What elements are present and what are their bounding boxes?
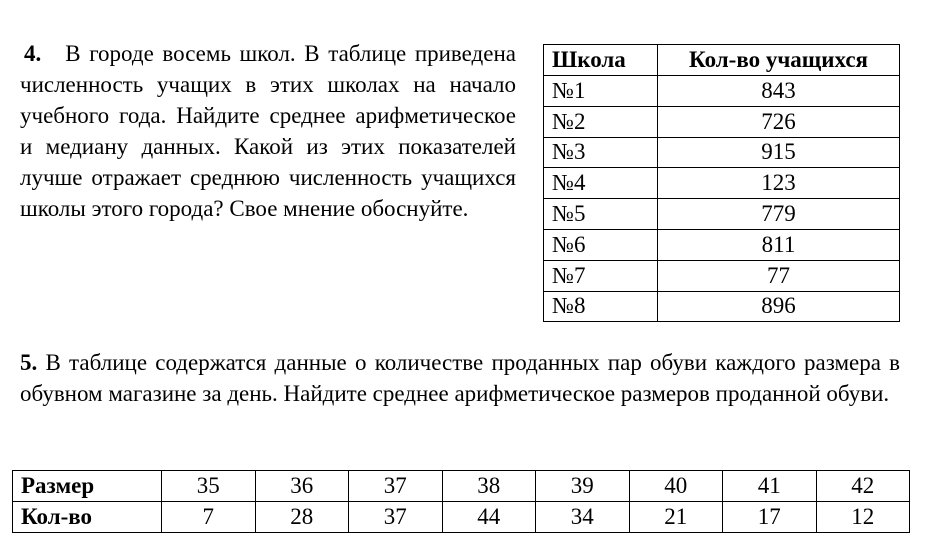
size-cell: 39 <box>536 471 630 502</box>
school-cell: №4 <box>544 168 658 199</box>
count-cell: 44 <box>442 502 536 533</box>
school-cell: №1 <box>544 76 658 107</box>
size-cell: 35 <box>162 471 256 502</box>
count-cell: 21 <box>629 502 723 533</box>
size-cell: 42 <box>816 471 910 502</box>
shoe-sizes-table <box>12 470 910 533</box>
table-row <box>544 106 900 137</box>
count-cell: 17 <box>723 502 817 533</box>
table-row <box>544 260 900 291</box>
table-row <box>544 168 900 199</box>
students-cell: 779 <box>658 199 900 230</box>
schools-table <box>543 44 900 322</box>
task-5-number: 5. <box>20 350 38 375</box>
task-4-number: 4. <box>24 41 42 66</box>
table-row <box>544 229 900 260</box>
students-cell: 123 <box>658 168 900 199</box>
school-cell: №6 <box>544 229 658 260</box>
table-row <box>544 199 900 230</box>
schools-table-header-students: Кол-во учащихся <box>658 45 900 76</box>
count-cell: 34 <box>536 502 630 533</box>
schools-table-header-row <box>544 45 900 76</box>
students-cell: 77 <box>658 260 900 291</box>
sizes-row-label: Размер <box>13 471 162 502</box>
table-row <box>544 76 900 107</box>
size-cell: 41 <box>723 471 817 502</box>
size-cell: 40 <box>629 471 723 502</box>
school-cell: №2 <box>544 106 658 137</box>
size-cell: 37 <box>349 471 443 502</box>
schools-table-header-school: Школа <box>544 45 658 76</box>
size-cell: 38 <box>442 471 536 502</box>
school-cell: №8 <box>544 291 658 322</box>
task-4-text-block <box>20 38 516 224</box>
table-row <box>544 291 900 322</box>
count-cell: 7 <box>162 502 256 533</box>
school-cell: №3 <box>544 137 658 168</box>
task-5-text-block <box>20 347 900 409</box>
sizes-row <box>13 471 910 502</box>
count-cell: 28 <box>255 502 349 533</box>
task-4-text: В городе восемь школ. В таблице приведена численность учащих в этих школах на начало учебного года. Найдите среднее арифметическое и медиану данных. Какой из этих показателей лучше отражает среднюю численность учащихся школы этого города? Свое мнение обоснуйте. <box>20 41 516 221</box>
task-5-text: В таблице содержатся данные о количестве проданных пар обуви каждого размера в обувном магазине за день. Найдите среднее арифметическое размеров проданной обуви. <box>20 350 901 406</box>
table-row <box>544 137 900 168</box>
size-cell: 36 <box>255 471 349 502</box>
students-cell: 811 <box>658 229 900 260</box>
school-cell: №5 <box>544 199 658 230</box>
students-cell: 843 <box>658 76 900 107</box>
students-cell: 726 <box>658 106 900 137</box>
counts-row <box>13 502 910 533</box>
school-cell: №7 <box>544 260 658 291</box>
count-cell: 37 <box>349 502 443 533</box>
counts-row-label: Кол-во <box>13 502 162 533</box>
students-cell: 915 <box>658 137 900 168</box>
students-cell: 896 <box>658 291 900 322</box>
count-cell: 12 <box>816 502 910 533</box>
